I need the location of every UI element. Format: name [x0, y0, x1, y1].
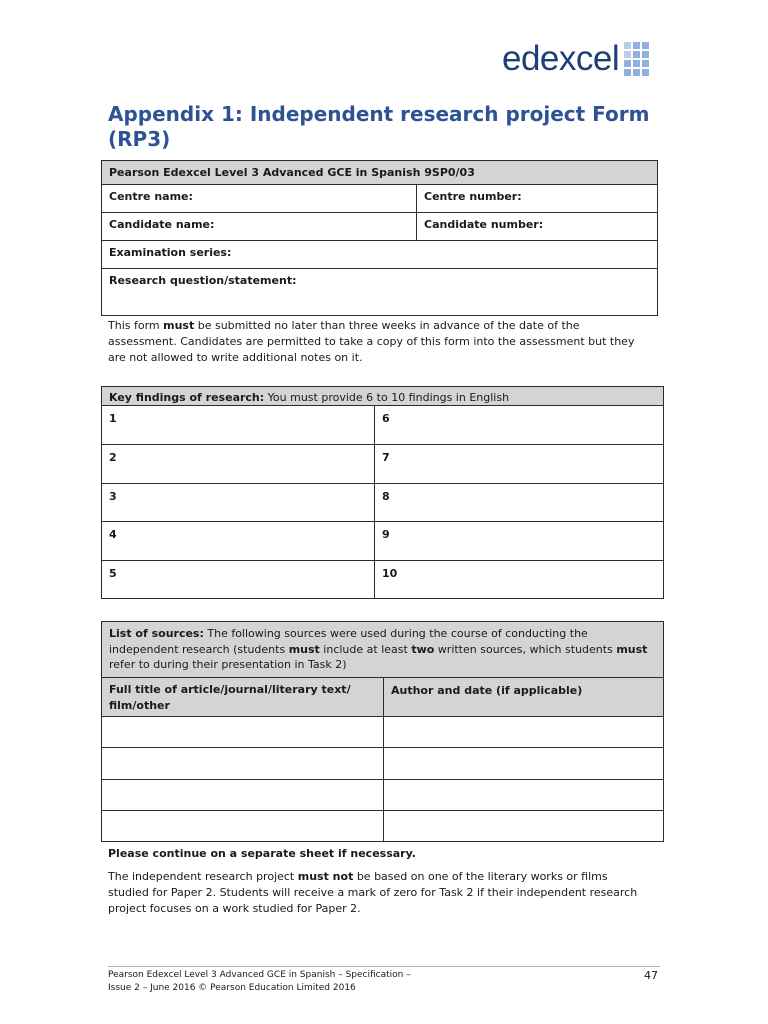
- logo-dots-icon: [624, 42, 649, 76]
- finding-cell[interactable]: 1: [102, 406, 375, 445]
- finding-cell[interactable]: 8: [375, 484, 664, 522]
- source-title-cell[interactable]: [102, 811, 384, 842]
- page-title: Appendix 1: Independent research project Form (RP3): [108, 102, 650, 151]
- source-title-cell[interactable]: [102, 717, 384, 748]
- finding-cell[interactable]: 3: [102, 484, 375, 522]
- findings-header: Key findings of research: You must provide 6 to 10 findings in English: [102, 387, 664, 406]
- footer-line-2: Issue 2 – June 2016 © Pearson Education Limited 2016: [108, 983, 356, 993]
- finding-cell[interactable]: 9: [375, 522, 664, 561]
- edexcel-logo: [502, 38, 649, 78]
- candidate-name-field[interactable]: Candidate name:: [102, 213, 417, 241]
- logo-text: edexcel: [502, 38, 620, 78]
- footer-text: [108, 969, 428, 995]
- footer-divider: [108, 966, 660, 967]
- examination-series-field[interactable]: Examination series:: [102, 241, 658, 269]
- finding-cell[interactable]: 4: [102, 522, 375, 561]
- research-question-field[interactable]: Research question/statement:: [102, 269, 658, 316]
- finding-cell[interactable]: 2: [102, 445, 375, 484]
- source-author-cell[interactable]: [384, 717, 664, 748]
- centre-number-field[interactable]: Centre number:: [417, 185, 658, 213]
- form-heading: Pearson Edexcel Level 3 Advanced GCE in Spanish 9SP0/03: [102, 161, 658, 185]
- source-title-cell[interactable]: [102, 748, 384, 780]
- source-author-cell[interactable]: [384, 780, 664, 811]
- sources-table: [101, 621, 664, 842]
- sources-header: List of sources: The following sources were used during the course of conducting the independent research (students must include at least two written sources, which students must refer to during their presentation in Task 2): [102, 622, 664, 678]
- sources-col-title: Full title of article/journal/literary text/ film/other: [102, 678, 384, 717]
- candidate-details-table: [101, 160, 658, 316]
- key-findings-table: [101, 386, 664, 599]
- footer-line-1: Pearson Edexcel Level 3 Advanced GCE in Spanish – Specification –: [108, 970, 411, 980]
- page-number: 47: [644, 969, 658, 982]
- submission-notice: This form must be submitted no later than three weeks in advance of the date of the assessment. Candidates are permitted to take a copy of this form into the assessment but they are not allowed to write additional notes on it.: [108, 319, 635, 364]
- centre-name-field[interactable]: Centre name:: [102, 185, 417, 213]
- sources-col-author: Author and date (if applicable): [384, 678, 664, 717]
- finding-cell[interactable]: 7: [375, 445, 664, 484]
- source-author-cell[interactable]: [384, 748, 664, 780]
- finding-cell[interactable]: 5: [102, 561, 375, 599]
- source-author-cell[interactable]: [384, 811, 664, 842]
- finding-cell[interactable]: 6: [375, 406, 664, 445]
- continue-note: Please continue on a separate sheet if necessary.: [108, 847, 416, 860]
- candidate-number-field[interactable]: Candidate number:: [417, 213, 658, 241]
- source-title-cell[interactable]: [102, 780, 384, 811]
- finding-cell[interactable]: 10: [375, 561, 664, 599]
- final-note: The independent research project must not be based on one of the literary works or films studied for Paper 2. Students will receive a mark of zero for Task 2 if their independent research project focuses on a work studied for Paper 2.: [108, 870, 638, 915]
